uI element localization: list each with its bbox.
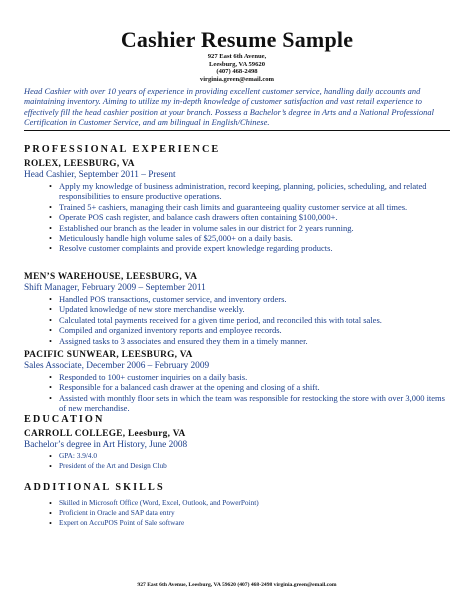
list-item: • Calculated total payments received for a given time period, and reconciled this with total sales. [24,315,448,325]
list-item: • Handled POS transactions, customer service, and inventory orders. [24,294,448,304]
summary-paragraph: Head Cashier with over 10 years of experience in providing excellent customer service, handling daily accounts and maintaining inventory. Aiming to utilize my in-depth knowledge of customer satisfaction and vast retail experience to effectively fill the head cashier position at your branch. Possess a Bachelor’s degree in Arts and a National Professional Certification in Customer Service, and am bilingual in English/Chinese. [24,87,434,128]
employer-name: MEN’S WAREHOUSE, LEESBURG, VA [24,272,198,282]
skills-bullets [24,498,448,529]
list-item: • Assisted with monthly floor sets in which the team was responsible for restocking the store with over 3,000 items of new merchandise. [24,393,448,414]
contact-email-line: virginia.green@email.com [199,76,275,84]
resume-title: Cashier Resume Sample [120,27,354,52]
job-bullets [24,372,448,414]
experience-heading: PROFESSIONAL EXPERIENCE [24,144,221,155]
employer-name: PACIFIC SUNWEAR, LEESBURG, VA [24,350,193,360]
list-item: • Apply my knowledge of business administration, record keeping, planning, policies, scheduling, and related responsibilities to ensure productive operations. [24,181,448,202]
education-bullets [24,451,448,471]
list-item: • Skilled in Microsoft Office (Word, Excel, Outlook, and PowerPoint) [24,498,448,508]
employer-name: ROLEX, LEESBURG, VA [24,159,135,169]
skills-heading: ADDITIONAL SKILLS [24,482,165,493]
list-item: • Assigned tasks to 3 associates and ensured they them in a timely manner. [24,336,448,346]
contact-city-line: Leesburg, VA 59620 [209,60,265,68]
job-role: Head Cashier, September 2011 – Present [24,170,176,180]
list-item: • Proficient in Oracle and SAP data entry [24,508,448,518]
list-item: • Resolve customer complaints and provide expert knowledge regarding products. [24,243,448,253]
list-item: • Operate POS cash register, and balance cash drawers often containing $100,000+. [24,212,448,222]
degree: Bachelor’s degree in Art History, June 2008 [24,440,188,450]
list-item: • GPA: 3.9/4.0 [24,451,448,461]
contact-address-line: 927 East 6th Avenue, [207,53,267,60]
contact-phone-line: (407) 468-2498 [216,68,258,76]
footer-contact: 927 East 6th Avenue, Leesburg, VA 59620 (407) 468-2498 virginia.green@email.com [137,582,337,588]
list-item: • Established our branch as the leader in volume sales in our district for 2 years running. [24,223,448,233]
job-bullets [24,181,448,254]
list-item: • Meticulously handle high volume sales of $25,000+ on a daily basis. [24,233,448,243]
divider [24,130,450,131]
list-item: • Trained 5+ cashiers, managing their cash limits and guaranteeing quality customer service at all times. [24,202,448,212]
list-item: • Updated knowledge of new store merchandise weekly. [24,304,448,314]
list-item: • Responsible for a balanced cash drawer at the opening and closing of a shift. [24,382,448,392]
school-name: CARROLL COLLEGE, Leesburg, VA [24,429,186,439]
list-item: • Responded to 100+ customer inquiries on a daily basis. [24,372,448,382]
list-item: • President of the Art and Design Club [24,461,448,471]
list-item: • Expert on AccuPOS Point of Sale software [24,518,448,528]
list-item: • Compiled and organized inventory reports and employee records. [24,325,448,335]
contact-block [0,53,474,84]
job-role: Sales Associate, December 2006 – February 2009 [24,361,210,371]
job-bullets [24,294,448,346]
job-role: Shift Manager, February 2009 – September 2011 [24,283,206,293]
education-heading: EDUCATION [24,414,105,425]
